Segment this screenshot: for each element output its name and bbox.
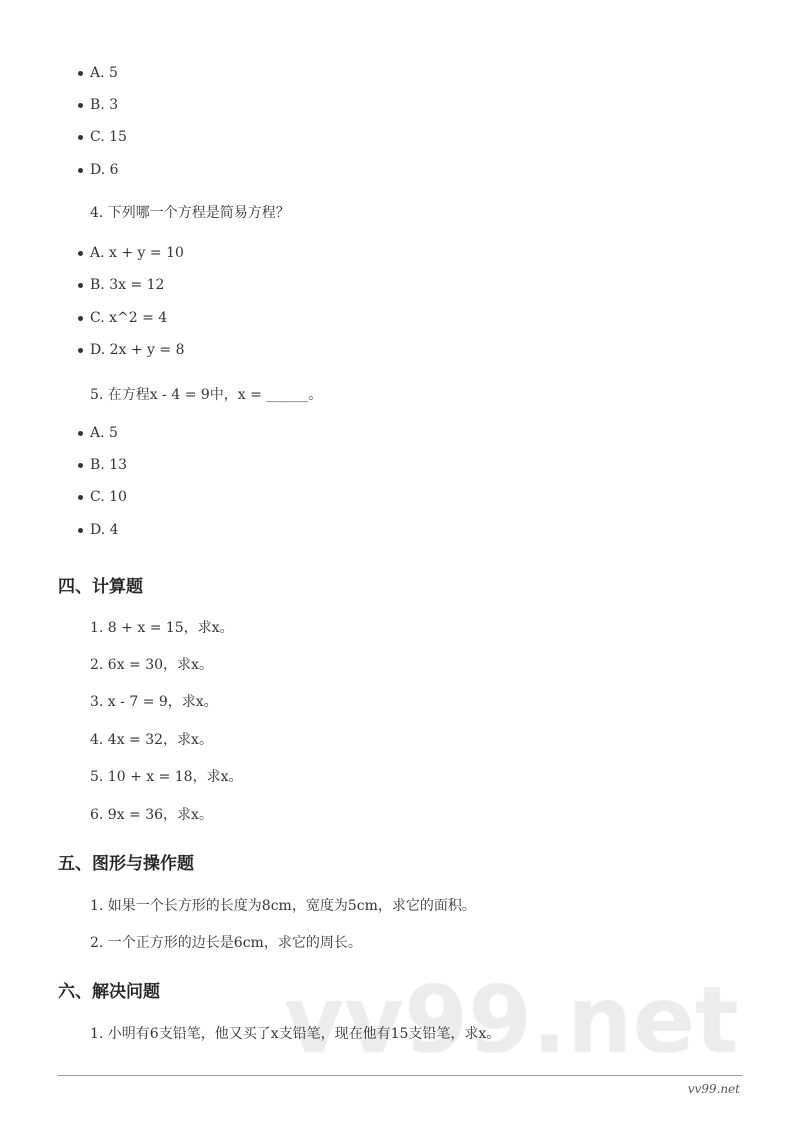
option-item [78,456,127,474]
option-text: C. 15 [90,129,127,145]
option-text: D. 6 [90,162,119,178]
bullet-icon [78,103,83,108]
list-item: 3. x - 7 = 9，求x。 [90,694,218,710]
watermark-image [280,960,740,1070]
list-item: 2. 6x = 30，求x。 [90,657,213,673]
section-heading: 六、解决问题 [58,982,160,1002]
bullet-icon [78,316,83,321]
option-text: C. x^2 = 4 [90,310,168,326]
list-item: 1. 小明有6支铅笔，他又买了x支铅笔，现在他有15支铅笔，求x。 [90,1026,501,1042]
list-item: 4. 4x = 32，求x。 [90,732,213,748]
bullet-icon [78,135,83,140]
list-item: 1. 如果一个长方形的长度为8cm，宽度为5cm，求它的面积。 [90,898,476,914]
list-item: 2. 一个正方形的边长是6cm，求它的周长。 [90,935,362,951]
option-item [78,488,127,506]
bullet-icon [78,528,83,533]
option-text: B. 3 [90,97,119,113]
option-text: A. x + y = 10 [90,245,184,261]
list-item: 6. 9x = 36，求x。 [90,807,213,823]
option-item [78,161,119,179]
question-5: 5. 在方程x - 4 = 9中，x = ______。 [90,387,323,403]
footer-text: vv99.net [687,1082,740,1096]
option-item [78,521,119,539]
question-4: 4. 下列哪一个方程是简易方程？ [90,205,290,221]
bullet-icon [78,495,83,500]
option-item [78,244,184,262]
option-text: B. 13 [90,457,128,473]
bullet-icon [78,251,83,256]
section-heading: 四、计算题 [58,577,143,597]
bullet-icon [78,463,83,468]
list-item: 1. 8 + x = 15，求x。 [90,620,234,636]
bullet-icon [78,71,83,76]
option-item [78,96,118,114]
option-item [78,424,118,442]
option-text: B. 3x = 12 [90,277,165,293]
option-text: A. 5 [90,425,118,441]
option-item [78,276,164,294]
option-item [78,64,118,82]
bullet-icon [78,431,83,436]
option-item [78,128,127,146]
option-item [78,341,185,359]
option-text: C. 10 [90,489,127,505]
section-heading: 五、图形与操作题 [58,854,194,874]
bullet-icon [78,168,83,173]
footer-divider [58,1075,742,1076]
bullet-icon [78,283,83,288]
bullet-icon [78,348,83,353]
option-text: D. 4 [90,522,119,538]
list-item: 5. 10 + x = 18，求x。 [90,769,243,785]
option-text: D. 2x + y = 8 [90,342,185,358]
option-text: A. 5 [90,65,118,81]
option-item [78,309,167,327]
